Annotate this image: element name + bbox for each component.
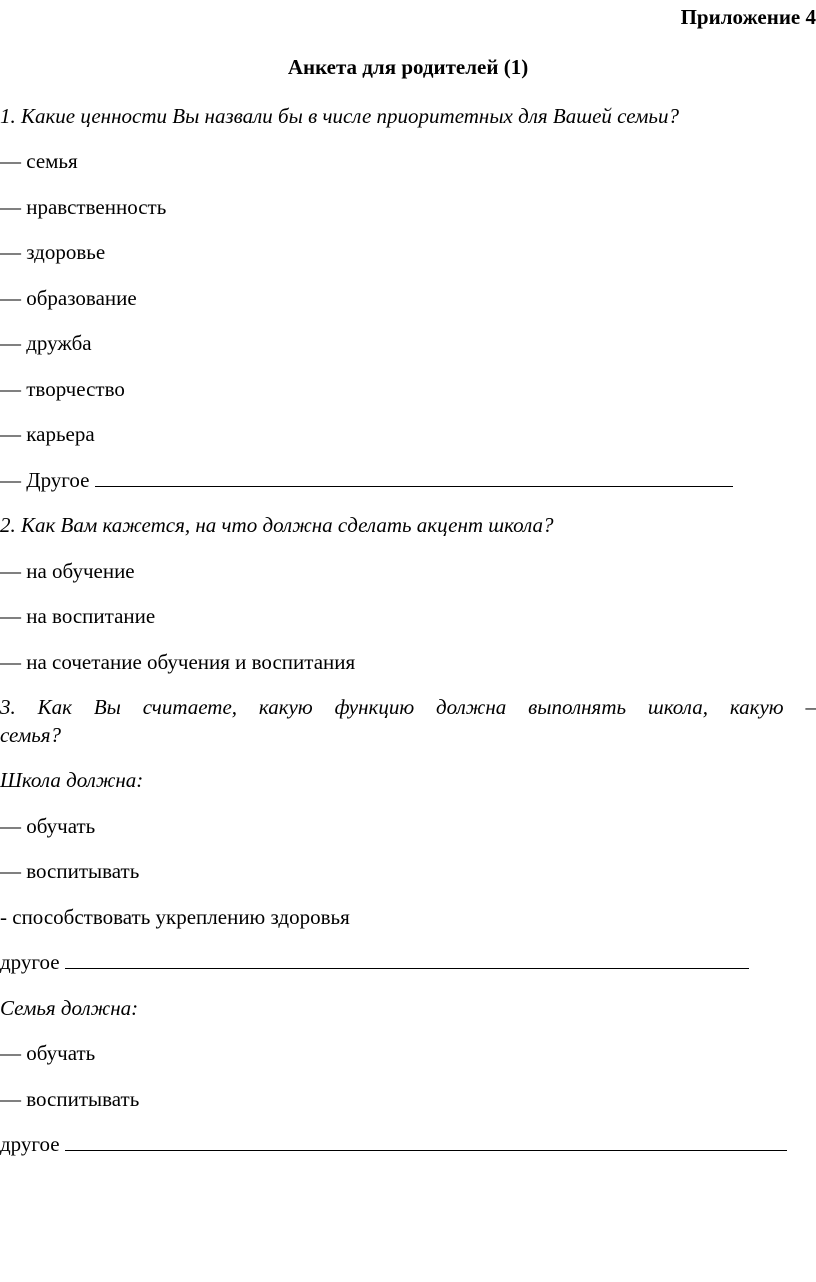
q1-option-friendship: — дружба <box>0 331 92 355</box>
family-other-label: другое <box>0 1132 60 1156</box>
q1-option-family: — семья <box>0 149 78 173</box>
school-heading: Школа должна: <box>0 768 144 792</box>
q1-option-education: — образование <box>0 286 137 310</box>
page-title: Анкета для родителей (1) <box>287 55 529 79</box>
q1-option-morality: — нравственность <box>0 195 167 219</box>
family-other-blank-field[interactable] <box>65 1132 787 1151</box>
appendix-label: Приложение 4 <box>680 5 816 29</box>
q1-other-row <box>0 467 733 493</box>
family-option-teach: — обучать <box>0 1041 96 1065</box>
question-3-line-2: семья? <box>0 723 62 747</box>
question-1: 1. Какие ценности Вы назвали бы в числе приоритетных для Вашей семьи? <box>0 104 679 128</box>
school-other-blank-field[interactable] <box>65 950 749 969</box>
q1-other-blank-field[interactable] <box>95 468 733 487</box>
q1-other-label: — Другое <box>0 468 90 492</box>
school-option-upbring: — воспитывать <box>0 859 140 883</box>
school-option-health: - способствовать укреплению здоровья <box>0 905 350 929</box>
q1-option-health: — здоровье <box>0 240 106 264</box>
question-3-line-1: 3. Как Вы считаете, какую функцию должна выполнять школа, какую – <box>0 695 816 719</box>
q2-option-teaching: — на обучение <box>0 559 135 583</box>
school-option-teach: — обучать <box>0 814 96 838</box>
q2-option-upbringing: — на воспитание <box>0 604 156 628</box>
question-2: 2. Как Вам кажется, на что должна сделать акцент школа? <box>0 513 554 537</box>
family-option-upbring: — воспитывать <box>0 1087 140 1111</box>
family-heading: Семья должна: <box>0 996 139 1020</box>
q1-option-career: — карьера <box>0 422 95 446</box>
q2-option-combination: — на сочетание обучения и воспитания <box>0 650 356 674</box>
q1-option-creativity: — творчество <box>0 377 125 401</box>
school-other-label: другое <box>0 950 60 974</box>
family-other-row <box>0 1131 787 1157</box>
school-other-row <box>0 949 749 975</box>
